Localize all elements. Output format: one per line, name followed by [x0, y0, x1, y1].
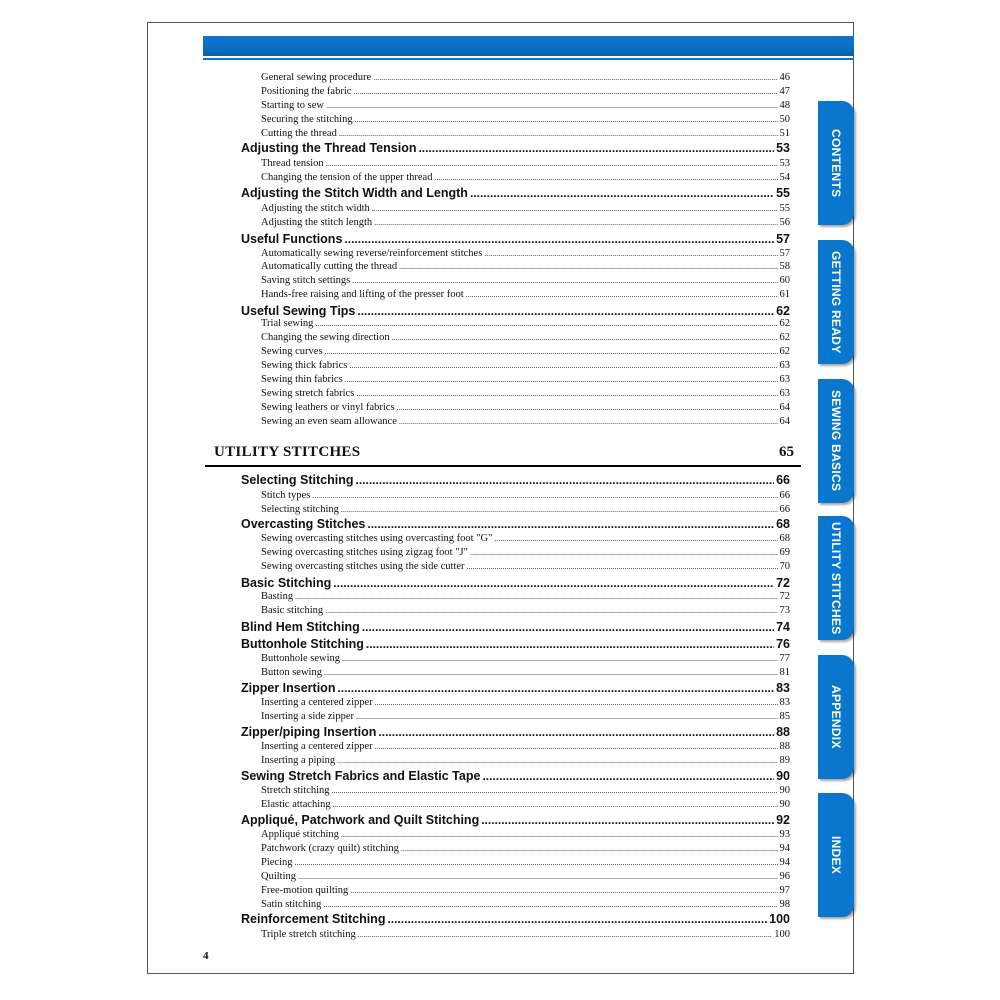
entry-label: Elastic attaching [261, 799, 331, 810]
entry-page: 66 [779, 504, 790, 515]
entry-label: Automatically sewing reverse/reinforcement stitches [261, 248, 483, 259]
toc-sub-entry[interactable] [261, 86, 790, 100]
toc-sub-entry[interactable] [261, 402, 790, 416]
toc-sub-entry[interactable] [261, 374, 790, 388]
entry-label: Patchwork (crazy quilt) stitching [261, 843, 399, 854]
entry-label: Automatically cutting the thread [261, 261, 398, 272]
dot-leader [418, 141, 774, 155]
dot-leader [470, 548, 778, 557]
tab-sewing-basics[interactable] [818, 379, 854, 503]
entry-page: 61 [779, 289, 790, 300]
entry-page: 88 [779, 741, 790, 752]
toc-sub-entry[interactable] [261, 755, 790, 769]
entry-page: 51 [779, 128, 790, 139]
entry-page: 62 [776, 304, 790, 318]
entry-label: Sewing Stretch Fabrics and Elastic Tape [241, 769, 481, 783]
dot-leader [375, 698, 778, 707]
entry-page: 70 [779, 561, 790, 572]
dot-leader [326, 101, 778, 110]
entry-label: Inserting a centered zipper [261, 697, 373, 708]
entry-page: 85 [779, 711, 790, 722]
header-bar [203, 36, 854, 56]
entry-page: 73 [779, 605, 790, 616]
entry-label: Sewing curves [261, 346, 323, 357]
dot-leader [298, 872, 777, 881]
entry-label: Thread tension [261, 158, 324, 169]
entry-label: Stretch stitching [261, 785, 330, 796]
toc-sub-entry[interactable] [261, 248, 790, 262]
tab-label: UTILITY STITCHES [829, 521, 843, 635]
dot-leader [324, 668, 778, 677]
entry-label: Starting to sew [261, 100, 324, 111]
tab-getting-ready[interactable] [818, 240, 854, 364]
dot-leader [349, 361, 777, 370]
dot-leader [367, 517, 774, 531]
tab-label: CONTENTS [829, 128, 843, 198]
toc-sub-entry[interactable] [261, 217, 790, 231]
tab-appendix[interactable] [818, 655, 854, 779]
entry-page: 89 [779, 755, 790, 766]
entry-label: Sewing leathers or vinyl fabrics [261, 402, 395, 413]
dot-leader [494, 534, 777, 543]
entry-page: 66 [779, 490, 790, 501]
dot-leader [374, 218, 777, 227]
entry-page: 62 [779, 318, 790, 329]
entry-page: 81 [779, 667, 790, 678]
entry-page: 72 [779, 591, 790, 602]
entry-page: 93 [779, 829, 790, 840]
dot-leader [333, 800, 778, 809]
entry-label: Positioning the fabric [261, 86, 352, 97]
toc-sub-entry[interactable] [261, 360, 790, 374]
dot-leader [352, 276, 777, 285]
tab-label: INDEX [829, 835, 843, 875]
entry-page: 98 [779, 899, 790, 910]
entry-label: Inserting a side zipper [261, 711, 355, 722]
toc-heading-entry[interactable] [241, 769, 790, 786]
entry-label: Button sewing [261, 667, 322, 678]
entry-page: 50 [779, 114, 790, 125]
toc-sub-entry[interactable] [261, 332, 790, 346]
dot-leader [356, 473, 775, 487]
entry-page: 94 [779, 857, 790, 868]
entry-page: 53 [779, 158, 790, 169]
toc-sub-entry[interactable] [261, 871, 790, 885]
entry-label: Inserting a centered zipper [261, 741, 373, 752]
toc-sub-entry[interactable] [261, 100, 790, 114]
toc-heading-entry[interactable] [241, 517, 790, 534]
tab-utility-stitches[interactable] [818, 516, 854, 640]
entry-label: Free-motion quilting [261, 885, 349, 896]
entry-label: Sewing overcasting stitches using the side cutter [261, 561, 465, 572]
entry-page: 63 [779, 374, 790, 385]
entry-page: 90 [779, 785, 790, 796]
entry-label: Buttonhole Stitching [241, 637, 364, 651]
entry-page: 47 [779, 86, 790, 97]
dot-leader [312, 491, 777, 500]
tab-contents[interactable] [818, 101, 854, 225]
chapter-page: 65 [779, 444, 794, 460]
dot-leader [392, 333, 778, 342]
toc-sub-entry[interactable] [261, 318, 790, 332]
toc-sub-entry[interactable] [261, 653, 790, 667]
dot-leader [325, 347, 778, 356]
dot-leader [378, 725, 774, 739]
entry-page: 100 [774, 929, 790, 940]
entry-page: 53 [776, 141, 790, 155]
entry-page: 64 [779, 416, 790, 427]
entry-label: Triple stretch stitching [261, 929, 356, 940]
dot-leader [397, 403, 778, 412]
entry-label: Stitch types [261, 490, 311, 501]
toc-sub-entry[interactable] [261, 697, 790, 711]
dot-leader [358, 930, 773, 939]
entry-label: Securing the stitching [261, 114, 353, 125]
tab-index[interactable] [818, 793, 854, 917]
dot-leader [470, 186, 774, 200]
entry-page: 77 [779, 653, 790, 664]
entry-label: Overcasting Stitches [241, 517, 366, 531]
entry-page: 62 [779, 332, 790, 343]
dot-leader [326, 159, 778, 168]
entry-page: 57 [776, 232, 790, 246]
entry-page: 69 [779, 547, 790, 558]
entry-label: Adjusting the Stitch Width and Length [241, 186, 468, 200]
dot-leader [357, 304, 774, 318]
entry-label: Piecing [261, 857, 293, 868]
toc-sub-entry[interactable] [261, 346, 790, 360]
entry-page: 90 [776, 769, 790, 783]
dot-leader [337, 756, 777, 765]
entry-page: 57 [779, 248, 790, 259]
entry-label: Basic Stitching [241, 576, 332, 590]
toc-sub-entry[interactable] [261, 605, 790, 619]
entry-page: 48 [779, 100, 790, 111]
entry-label: Sewing overcasting stitches using zigzag foot "J" [261, 547, 468, 558]
toc-sub-entry[interactable] [261, 388, 790, 402]
entry-page: 97 [779, 885, 790, 896]
toc-sub-entry[interactable] [261, 885, 790, 899]
toc-heading-entry[interactable] [241, 232, 790, 249]
entry-label: Changing the tension of the upper thread [261, 172, 433, 183]
entry-page: 55 [776, 186, 790, 200]
tab-label: GETTING READY [829, 250, 843, 354]
entry-label: Adjusting the stitch width [261, 203, 370, 214]
entry-page: 83 [779, 697, 790, 708]
toc-heading-entry[interactable] [241, 186, 790, 203]
entry-page: 76 [776, 637, 790, 651]
entry-page: 62 [779, 346, 790, 357]
toc-sub-entry[interactable] [261, 172, 790, 186]
dot-leader [332, 786, 778, 795]
entry-label: Selecting stitching [261, 504, 339, 515]
entry-label: General sewing procedure [261, 72, 372, 83]
toc-heading-entry[interactable] [241, 725, 790, 742]
dot-leader [362, 620, 774, 634]
entry-page: 92 [776, 813, 790, 827]
entry-page: 64 [779, 402, 790, 413]
entry-page: 55 [779, 203, 790, 214]
toc-sub-entry[interactable] [261, 899, 790, 913]
toc-sub-entry[interactable] [261, 504, 790, 518]
toc-sub-entry[interactable] [261, 829, 790, 843]
entry-page: 46 [779, 72, 790, 83]
dot-leader [484, 249, 777, 258]
dot-leader [355, 115, 778, 124]
dot-leader [337, 681, 774, 695]
toc-heading-entry[interactable] [241, 473, 790, 490]
entry-label: Saving stitch settings [261, 275, 351, 286]
entry-page: 74 [776, 620, 790, 634]
toc-heading-entry[interactable] [241, 637, 790, 654]
toc-heading-entry[interactable] [241, 681, 790, 698]
dot-leader [295, 858, 778, 867]
entry-label: Satin stitching [261, 899, 322, 910]
dot-leader [356, 389, 777, 398]
dot-leader [373, 73, 777, 82]
dot-leader [356, 712, 777, 721]
tab-label: APPENDIX [829, 685, 843, 749]
entry-page: 60 [779, 275, 790, 286]
entry-label: Changing the sewing direction [261, 332, 390, 343]
toc-sub-entry[interactable] [261, 667, 790, 681]
entry-label: Basic stitching [261, 605, 324, 616]
toc-sub-entry[interactable] [261, 741, 790, 755]
entry-label: Useful Sewing Tips [241, 304, 356, 318]
toc-sub-entry[interactable] [261, 114, 790, 128]
entry-page: 58 [779, 261, 790, 272]
entry-label: Zipper/piping Insertion [241, 725, 377, 739]
toc-sub-entry[interactable] [261, 591, 790, 605]
entry-page: 83 [776, 681, 790, 695]
entry-label: Hands-free raising and lifting of the presser foot [261, 289, 464, 300]
entry-label: Appliqué stitching [261, 829, 339, 840]
toc-sub-entry[interactable] [261, 857, 790, 871]
page-number: 4 [203, 950, 209, 962]
entry-page: 66 [776, 473, 790, 487]
dot-leader [341, 830, 778, 839]
toc-sub-entry[interactable] [261, 490, 790, 504]
entry-page: 90 [779, 799, 790, 810]
entry-page: 56 [779, 217, 790, 228]
dot-leader [401, 844, 778, 853]
toc-heading-entry[interactable] [241, 912, 790, 929]
dot-leader [342, 654, 777, 663]
entry-label: Sewing overcasting stitches using overcasting foot "G" [261, 533, 493, 544]
dot-leader [295, 592, 777, 601]
dot-leader [372, 204, 778, 213]
entry-page: 88 [776, 725, 790, 739]
toc-sub-entry[interactable] [261, 561, 790, 575]
entry-label: Adjusting the stitch length [261, 217, 373, 228]
entry-page: 100 [769, 912, 790, 926]
toc-sub-entry[interactable] [261, 72, 790, 86]
dot-leader [325, 606, 777, 615]
dot-leader [434, 173, 777, 182]
dot-leader [341, 505, 778, 514]
toc-heading-entry[interactable] [241, 813, 790, 830]
toc-sub-entry[interactable] [261, 275, 790, 289]
entry-label: Selecting Stitching [241, 473, 354, 487]
entry-page: 96 [779, 871, 790, 882]
toc-heading-entry[interactable] [241, 620, 790, 637]
toc-sub-entry[interactable] [261, 547, 790, 561]
entry-page: 94 [779, 843, 790, 854]
entry-label: Basting [261, 591, 294, 602]
dot-leader [482, 769, 774, 783]
toc-sub-entry[interactable] [261, 799, 790, 813]
entry-label: Adjusting the Thread Tension [241, 141, 417, 155]
entry-label: Appliqué, Patchwork and Quilt Stitching [241, 813, 480, 827]
chapter-rule [205, 465, 801, 467]
entry-label: Zipper Insertion [241, 681, 336, 695]
dot-leader [323, 900, 777, 909]
toc-sub-entry[interactable] [261, 785, 790, 799]
toc-sub-entry[interactable] [261, 533, 790, 547]
entry-label: Trial sewing [261, 318, 314, 329]
tab-label: SEWING BASICS [829, 390, 843, 492]
toc-sub-entry[interactable] [261, 128, 790, 142]
dot-leader [399, 417, 778, 426]
chapter-title: UTILITY STITCHES [214, 444, 361, 460]
dot-leader [315, 319, 777, 328]
entry-label: Cutting the thread [261, 128, 337, 139]
toc-sub-entry[interactable] [261, 158, 790, 172]
entry-page: 63 [779, 388, 790, 399]
dot-leader [466, 290, 778, 299]
toc-sub-entry[interactable] [261, 843, 790, 857]
toc-sub-entry[interactable] [261, 711, 790, 725]
toc-heading-entry[interactable] [241, 141, 790, 158]
toc-sub-entry[interactable] [261, 261, 790, 275]
dot-leader [467, 562, 778, 571]
entry-label: Buttonhole sewing [261, 653, 341, 664]
entry-page: 72 [776, 576, 790, 590]
header-rule [203, 58, 854, 60]
entry-label: Useful Functions [241, 232, 343, 246]
entry-page: 54 [779, 172, 790, 183]
entry-label: Inserting a piping [261, 755, 336, 766]
chapter-heading [214, 444, 794, 464]
entry-page: 63 [779, 360, 790, 371]
dot-leader [399, 262, 777, 271]
dot-leader [366, 637, 774, 651]
dot-leader [481, 813, 774, 827]
dot-leader [333, 576, 774, 590]
dot-leader [353, 87, 777, 96]
entry-page: 68 [776, 517, 790, 531]
entry-page: 68 [779, 533, 790, 544]
entry-label: Sewing thin fabrics [261, 374, 343, 385]
dot-leader [345, 375, 778, 384]
toc-sub-entry[interactable] [261, 289, 790, 303]
entry-label: Blind Hem Stitching [241, 620, 360, 634]
entry-label: Reinforcement Stitching [241, 912, 386, 926]
entry-label: Sewing stretch fabrics [261, 388, 355, 399]
toc-sub-entry[interactable] [261, 416, 790, 430]
toc-sub-entry[interactable] [261, 203, 790, 217]
dot-leader [339, 129, 778, 138]
dot-leader [387, 912, 767, 926]
toc-sub-entry[interactable] [261, 929, 790, 943]
entry-label: Sewing thick fabrics [261, 360, 348, 371]
dot-leader [344, 232, 774, 246]
entry-label: Quilting [261, 871, 297, 882]
dot-leader [350, 886, 777, 895]
entry-label: Sewing an even seam allowance [261, 416, 397, 427]
dot-leader [375, 742, 778, 751]
